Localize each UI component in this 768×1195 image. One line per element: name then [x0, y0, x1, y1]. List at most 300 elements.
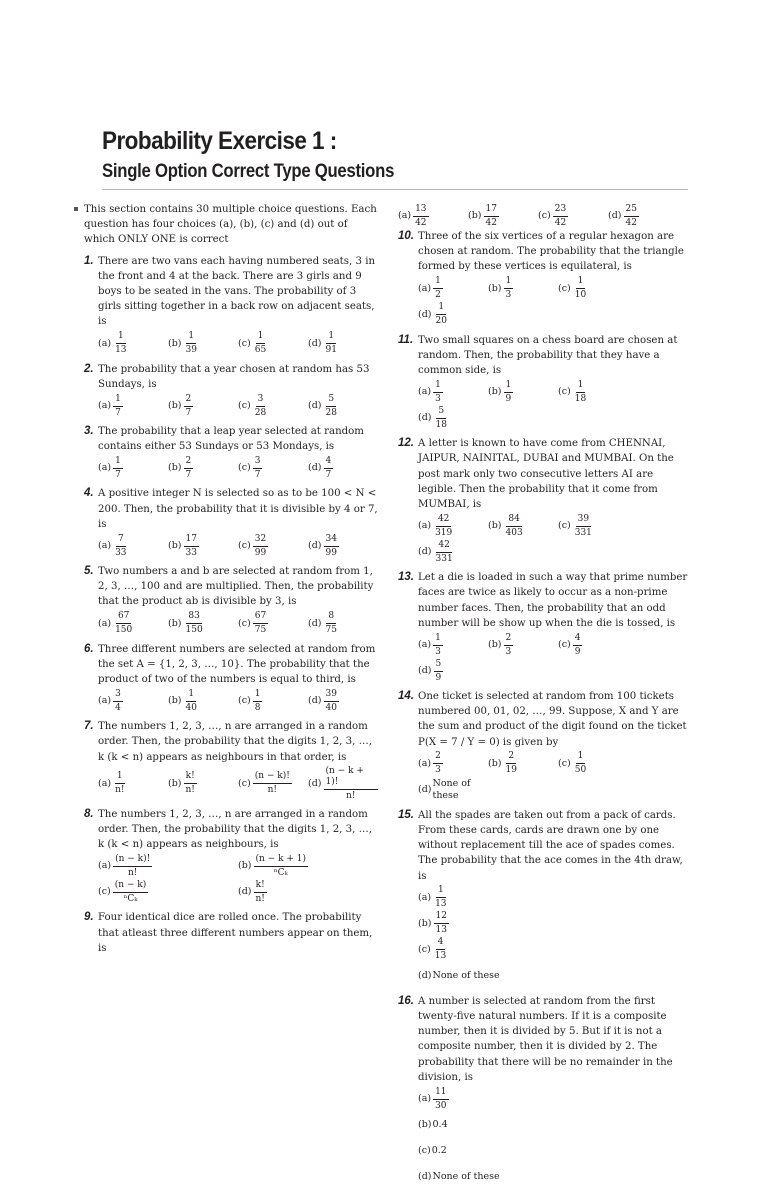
- numerator: 1: [113, 394, 123, 407]
- page-subtitle: Single Option Correct Type Questions: [102, 161, 395, 182]
- option-text: 0.2: [431, 1145, 447, 1157]
- numerator: 1: [326, 331, 336, 344]
- option-label: (a): [98, 695, 112, 707]
- intro-instruction: [68, 202, 378, 248]
- option-2: [238, 853, 378, 879]
- fraction: [433, 937, 448, 962]
- option-label: (c): [418, 1145, 431, 1157]
- option-label: (d): [608, 210, 622, 221]
- fraction: [113, 534, 128, 559]
- question-text: The numbers 1, 2, 3, …, n are arranged in a random order. Then, the probability that the digits 1, 2, 3, …, k (k < n) appears as neighbours in that order, is: [98, 721, 373, 763]
- option-2: [168, 331, 238, 357]
- denominator: 7: [115, 469, 121, 480]
- option-label: (b): [168, 400, 182, 412]
- option-3: [98, 879, 238, 905]
- numerator: k!: [184, 771, 197, 784]
- question-15: [398, 808, 688, 989]
- question-9: [68, 910, 378, 956]
- numerator: 4: [436, 937, 446, 950]
- numerator: 67: [253, 611, 268, 624]
- question-number: 14.: [398, 690, 414, 703]
- option-label: (b): [168, 462, 182, 474]
- numerator: 2: [184, 394, 194, 407]
- fraction: [253, 689, 263, 714]
- numerator: 4: [324, 456, 334, 469]
- fraction: [433, 633, 443, 658]
- option-4: [308, 331, 378, 357]
- option-label: (d): [418, 783, 432, 795]
- option-list: [98, 455, 378, 481]
- option-1: [418, 276, 488, 302]
- option-label: (c): [238, 462, 251, 474]
- numerator: 3: [256, 394, 266, 407]
- option-1: [98, 393, 168, 419]
- numerator: 1: [256, 331, 266, 344]
- fraction: [434, 659, 444, 684]
- denominator: n!: [185, 785, 195, 796]
- option-label: (c): [558, 520, 571, 532]
- option-label: (b): [488, 639, 502, 651]
- numerator: 84: [506, 514, 521, 527]
- fraction: [504, 276, 514, 301]
- numerator: 4: [573, 633, 583, 646]
- fraction: [113, 394, 123, 419]
- option-list: [418, 513, 688, 565]
- question-8: [68, 807, 378, 906]
- fraction: [184, 456, 194, 481]
- option-label: (c): [538, 210, 551, 221]
- option-1: [418, 632, 488, 658]
- numerator: 12: [434, 911, 449, 924]
- denominator: 7: [185, 469, 192, 480]
- denominator: 20: [435, 316, 447, 327]
- denominator: 99: [325, 547, 337, 558]
- option-label: (c): [558, 639, 571, 651]
- fraction: [184, 611, 205, 636]
- denominator: 50: [574, 765, 587, 776]
- question-16: [398, 994, 688, 1190]
- fraction: [573, 276, 588, 301]
- option-label: (b): [168, 617, 182, 629]
- option-2: [488, 379, 558, 405]
- denominator: 13: [434, 951, 447, 962]
- option-4: [308, 533, 378, 559]
- numerator: (n − k + 1)!: [324, 766, 379, 790]
- option-2: [488, 513, 558, 539]
- option-3: [558, 276, 628, 302]
- question-text: A positive integer N is selected so as to be 100 < N < 200. Then, the probability that it is divisible by 4 or 7, is: [98, 488, 378, 530]
- question-13: [398, 570, 688, 684]
- denominator: 18: [435, 419, 447, 430]
- option-label: (a): [418, 386, 432, 398]
- option-3: [238, 331, 308, 357]
- denominator: n!: [127, 867, 138, 878]
- fraction: [573, 633, 583, 658]
- denominator: 40: [325, 702, 337, 713]
- denominator: 331: [574, 527, 592, 538]
- option-4: [418, 963, 558, 989]
- numerator: 32: [253, 534, 268, 547]
- denominator: 42: [625, 217, 637, 228]
- denominator: 8: [254, 702, 261, 713]
- fraction: [253, 456, 263, 481]
- numerator: 1: [433, 276, 443, 289]
- fraction: [433, 514, 454, 539]
- fraction: [573, 380, 588, 405]
- question-number: 9.: [84, 911, 94, 924]
- numerator: 1: [576, 276, 586, 289]
- numerator: 1: [436, 302, 446, 315]
- numerator: 5: [326, 394, 336, 407]
- denominator: 10: [574, 290, 587, 301]
- option-label: (d): [308, 617, 322, 629]
- numerator: 39: [576, 514, 591, 527]
- numerator: 17: [484, 204, 499, 217]
- option-label: (c): [238, 695, 251, 707]
- option-label: (d): [418, 308, 432, 320]
- numerator: 3: [253, 456, 263, 469]
- option-3: [558, 379, 628, 405]
- option-1: [398, 203, 468, 229]
- option-label: (b): [168, 695, 182, 707]
- option-label: (a): [98, 540, 112, 552]
- question-text: Four identical dice are rolled once. The probability that atleast three different numbers appear on them, is: [98, 912, 373, 954]
- option-text: None of these: [432, 969, 500, 981]
- fraction: [184, 771, 197, 796]
- numerator: (n − k): [113, 880, 149, 893]
- option-3: [238, 393, 308, 419]
- question-14: [398, 689, 688, 803]
- page-title: Probability Exercise 1 :: [102, 127, 337, 155]
- fraction: [113, 689, 123, 714]
- fraction: [434, 540, 455, 565]
- right-column: [398, 202, 688, 1195]
- option-1: [98, 533, 168, 559]
- fraction: [504, 380, 514, 405]
- fraction: [433, 276, 443, 301]
- option-2: [418, 911, 558, 937]
- fraction: [253, 771, 292, 796]
- option-list: [98, 393, 378, 419]
- fraction: [324, 689, 339, 714]
- option-2: [468, 203, 538, 229]
- option-4: [238, 879, 378, 905]
- title-divider: [102, 189, 688, 190]
- option-1: [418, 751, 488, 777]
- denominator: 9: [505, 393, 512, 404]
- numerator: 1: [433, 380, 443, 393]
- title-block: [102, 126, 702, 184]
- option-4: [308, 611, 378, 637]
- option-label: (c): [418, 943, 431, 955]
- option-label: (c): [558, 386, 571, 398]
- denominator: 19: [505, 765, 517, 776]
- denominator: ⁿCₖ: [273, 867, 288, 878]
- numerator: 17: [184, 534, 199, 547]
- question-number: 7.: [84, 720, 94, 733]
- denominator: 403: [505, 527, 523, 538]
- option-1: [98, 611, 168, 637]
- option-label: (a): [418, 891, 432, 903]
- question-text: All the spades are taken out from a pack of cards. From these cards, cards are drawn one by one without replacement till the ace of spades comes. The probability that the ace comes in the 4th draw, is: [418, 809, 683, 882]
- option-2: [168, 533, 238, 559]
- option-list: [98, 688, 378, 714]
- question-11: [398, 333, 688, 432]
- numerator: 1: [504, 276, 514, 289]
- option-4: [418, 1164, 558, 1190]
- question-number: 11.: [398, 333, 414, 346]
- question-text: A letter is known to have come from CHENNAI, JAIPUR, NAINITAL, DUBAI and MUMBAI. On the post mark only two consecutive letters AI are legible. Then the probability that it come from MUMBAI, is: [418, 438, 674, 511]
- numerator: k!: [254, 880, 267, 893]
- fraction: [433, 885, 448, 910]
- question-number: 15.: [398, 808, 414, 821]
- fraction: [253, 534, 268, 559]
- option-list: [98, 853, 378, 905]
- option-2: [168, 455, 238, 481]
- question-number: 1.: [84, 254, 94, 267]
- option-4: [308, 766, 378, 802]
- question-text: Let a die is loaded in such a way that prime number faces are twice as likely to occur as a non-prime number faces. Then, the probability that an odd number will be show up when the die is tossed, is: [418, 572, 688, 629]
- option-1: [418, 379, 488, 405]
- question-number: 6.: [84, 642, 94, 655]
- option-label: (d): [238, 886, 252, 898]
- numerator: 34: [324, 534, 339, 547]
- option-label: (a): [418, 1093, 432, 1105]
- option-3: [418, 937, 558, 963]
- option-4: [308, 455, 378, 481]
- option-list: [98, 766, 378, 802]
- option-4: [418, 405, 488, 431]
- denominator: 3: [505, 290, 512, 301]
- option-label: (d): [418, 969, 432, 981]
- option-label: (a): [418, 282, 432, 294]
- option-1: [98, 455, 168, 481]
- question-number: 5.: [84, 565, 94, 578]
- question-number: 10.: [398, 230, 414, 242]
- fraction: [184, 534, 199, 559]
- option-1: [418, 885, 558, 911]
- question-text: Two numbers a and b are selected at random from 1, 2, 3, …, 100 and are multiplied. Then, the probability that the product ab is divisible by 3, is: [98, 566, 374, 608]
- fraction: [184, 331, 199, 356]
- denominator: 3: [435, 393, 441, 404]
- option-2: [168, 766, 238, 802]
- question-number: 12.: [398, 437, 414, 450]
- option-text: 0.4: [432, 1119, 448, 1131]
- option-4: [308, 393, 378, 419]
- option-label: (a): [418, 520, 432, 532]
- fraction: [553, 204, 568, 229]
- option-label: (d): [308, 400, 322, 412]
- option-1: [98, 766, 168, 802]
- numerator: 11: [433, 1087, 448, 1100]
- option-4: [418, 302, 488, 328]
- numerator: (n − k)!: [253, 771, 292, 784]
- numerator: 42: [436, 514, 451, 527]
- question-number: 8.: [84, 807, 94, 820]
- option-label: (d): [418, 412, 432, 424]
- option-1: [418, 1086, 558, 1112]
- question-10: [398, 229, 688, 328]
- option-list: [418, 276, 688, 328]
- question-2: [68, 362, 378, 419]
- option-label: (d): [308, 695, 322, 707]
- option-label: (a): [98, 860, 112, 872]
- numerator: (n − k)!: [113, 854, 152, 867]
- option-list: [418, 885, 688, 989]
- option-label: (b): [418, 917, 432, 929]
- denominator: 150: [115, 625, 133, 636]
- question-number: 13.: [398, 571, 414, 584]
- numerator: 1: [186, 331, 196, 344]
- option-label: (a): [98, 400, 112, 412]
- denominator: 7: [325, 469, 332, 480]
- option-label: (a): [98, 337, 112, 349]
- denominator: 319: [435, 527, 453, 538]
- option-list: [418, 751, 688, 803]
- denominator: 2: [435, 290, 441, 301]
- question-5: [68, 564, 378, 637]
- option-label: (c): [558, 282, 571, 294]
- fraction: [253, 331, 268, 356]
- option-label: (c): [238, 617, 251, 629]
- intro-text: This section contains 30 multiple choice questions. Each question has four choices (a), (b), (c) and (d) out of which ONLY ONE is correct: [84, 204, 377, 246]
- numerator: 2: [506, 751, 516, 764]
- numerator: 3: [113, 689, 123, 702]
- fraction: [433, 751, 443, 776]
- option-label: (d): [308, 462, 322, 474]
- question-3: [68, 424, 378, 481]
- question-text: Three different numbers are selected at random from the set A = {1, 2, 3, …, 10}. The probability that the product of two of the numbers is equal to third, is: [98, 643, 376, 686]
- option-2: [488, 751, 558, 777]
- question-text: The probability that a year chosen at random has 53 Sundays, is: [98, 363, 370, 390]
- numerator: 1: [436, 885, 446, 898]
- option-list: [418, 1086, 688, 1190]
- option-label: (a): [98, 777, 112, 789]
- option-label: (d): [418, 1171, 432, 1183]
- numerator: 1: [576, 380, 586, 393]
- left-column: [68, 202, 378, 961]
- fraction: [434, 302, 449, 327]
- numerator: 1: [576, 751, 586, 764]
- option-label: (b): [488, 757, 502, 769]
- numerator: 1: [253, 689, 263, 702]
- option-3: [238, 688, 308, 714]
- option-label: (c): [238, 337, 251, 349]
- numerator: 1: [186, 689, 196, 702]
- question-number: 2.: [84, 362, 94, 375]
- denominator: 7: [254, 469, 261, 480]
- numerator: 1: [115, 771, 125, 784]
- denominator: 3: [505, 646, 512, 657]
- numerator: 23: [553, 204, 568, 217]
- option-3: [558, 513, 628, 539]
- question-7: [68, 719, 378, 802]
- fraction: [434, 911, 449, 936]
- option-3: [238, 455, 308, 481]
- fraction: [324, 766, 379, 802]
- numerator: 39: [324, 689, 339, 702]
- option-label: (b): [168, 337, 182, 349]
- option-label: (c): [238, 400, 251, 412]
- question-12: [398, 436, 688, 565]
- right-question-list: [398, 229, 688, 1190]
- option-label: (b): [488, 282, 502, 294]
- fraction: [434, 406, 449, 431]
- option-1: [98, 331, 168, 357]
- denominator: 91: [325, 345, 337, 356]
- numerator: 1: [116, 331, 126, 344]
- option-label: (a): [398, 210, 412, 221]
- option-label: (c): [98, 886, 111, 898]
- fraction: [324, 611, 339, 636]
- question-number: 3.: [84, 425, 94, 438]
- question-text: A number is selected at random from the first twenty-five natural numbers. If it is a composite number, then it is divided by 5. But if it is not a composite number, then it is divided by 2. The probability that there will be no remainder in the division, is: [418, 995, 673, 1083]
- fraction: [254, 880, 267, 905]
- denominator: 42: [554, 217, 567, 228]
- denominator: 4: [115, 702, 121, 713]
- option-label: (c): [238, 540, 251, 552]
- option-2: [418, 1112, 558, 1138]
- option-2: [168, 688, 238, 714]
- option-2: [168, 611, 238, 637]
- denominator: 65: [254, 345, 267, 356]
- option-text: None of these: [432, 777, 471, 801]
- option-3: [238, 533, 308, 559]
- fraction: [184, 394, 194, 419]
- denominator: 40: [185, 702, 197, 713]
- fraction: [504, 514, 525, 539]
- fraction: [484, 204, 499, 229]
- numerator: 5: [436, 406, 446, 419]
- question-text: One ticket is selected at random from 100 tickets numbered 00, 01, 02, …, 99. Suppose, X and Y are the sum and product of the digit found on the ticket P(X = 7 / Y = 0) is given by: [418, 691, 687, 748]
- fraction: [253, 394, 268, 419]
- denominator: 18: [574, 393, 587, 404]
- question-4: [68, 486, 378, 559]
- question-text: The probability that a leap year selected at random contains either 53 Sundays or 53 Mondays, is: [98, 426, 364, 453]
- option-label: (d): [418, 546, 432, 558]
- denominator: n!: [115, 785, 125, 796]
- option-label: (a): [98, 462, 112, 474]
- denominator: 99: [254, 547, 267, 558]
- numerator: 42: [436, 540, 451, 553]
- denominator: 33: [115, 547, 127, 558]
- denominator: 28: [254, 407, 267, 418]
- option-3: [558, 632, 628, 658]
- numerator: 1: [113, 456, 123, 469]
- option-label: (a): [418, 639, 432, 651]
- q9-options: [398, 203, 688, 229]
- denominator: 75: [325, 625, 337, 636]
- denominator: 150: [185, 625, 203, 636]
- option-label: (d): [308, 777, 322, 789]
- denominator: ⁿCₖ: [123, 893, 138, 904]
- denominator: 30: [435, 1100, 447, 1111]
- denominator: 7: [115, 407, 121, 418]
- left-question-list: [68, 254, 378, 956]
- fraction: [573, 751, 588, 776]
- question-number: 16.: [398, 994, 414, 1007]
- denominator: n!: [255, 893, 265, 904]
- fraction: [113, 611, 134, 636]
- option-label: (c): [238, 777, 251, 789]
- option-list: [98, 331, 378, 357]
- numerator: 2: [504, 633, 514, 646]
- option-1: [98, 853, 238, 879]
- denominator: 39: [185, 345, 197, 356]
- question-number: 4.: [84, 487, 94, 500]
- fraction: [624, 204, 639, 229]
- denominator: 3: [435, 765, 441, 776]
